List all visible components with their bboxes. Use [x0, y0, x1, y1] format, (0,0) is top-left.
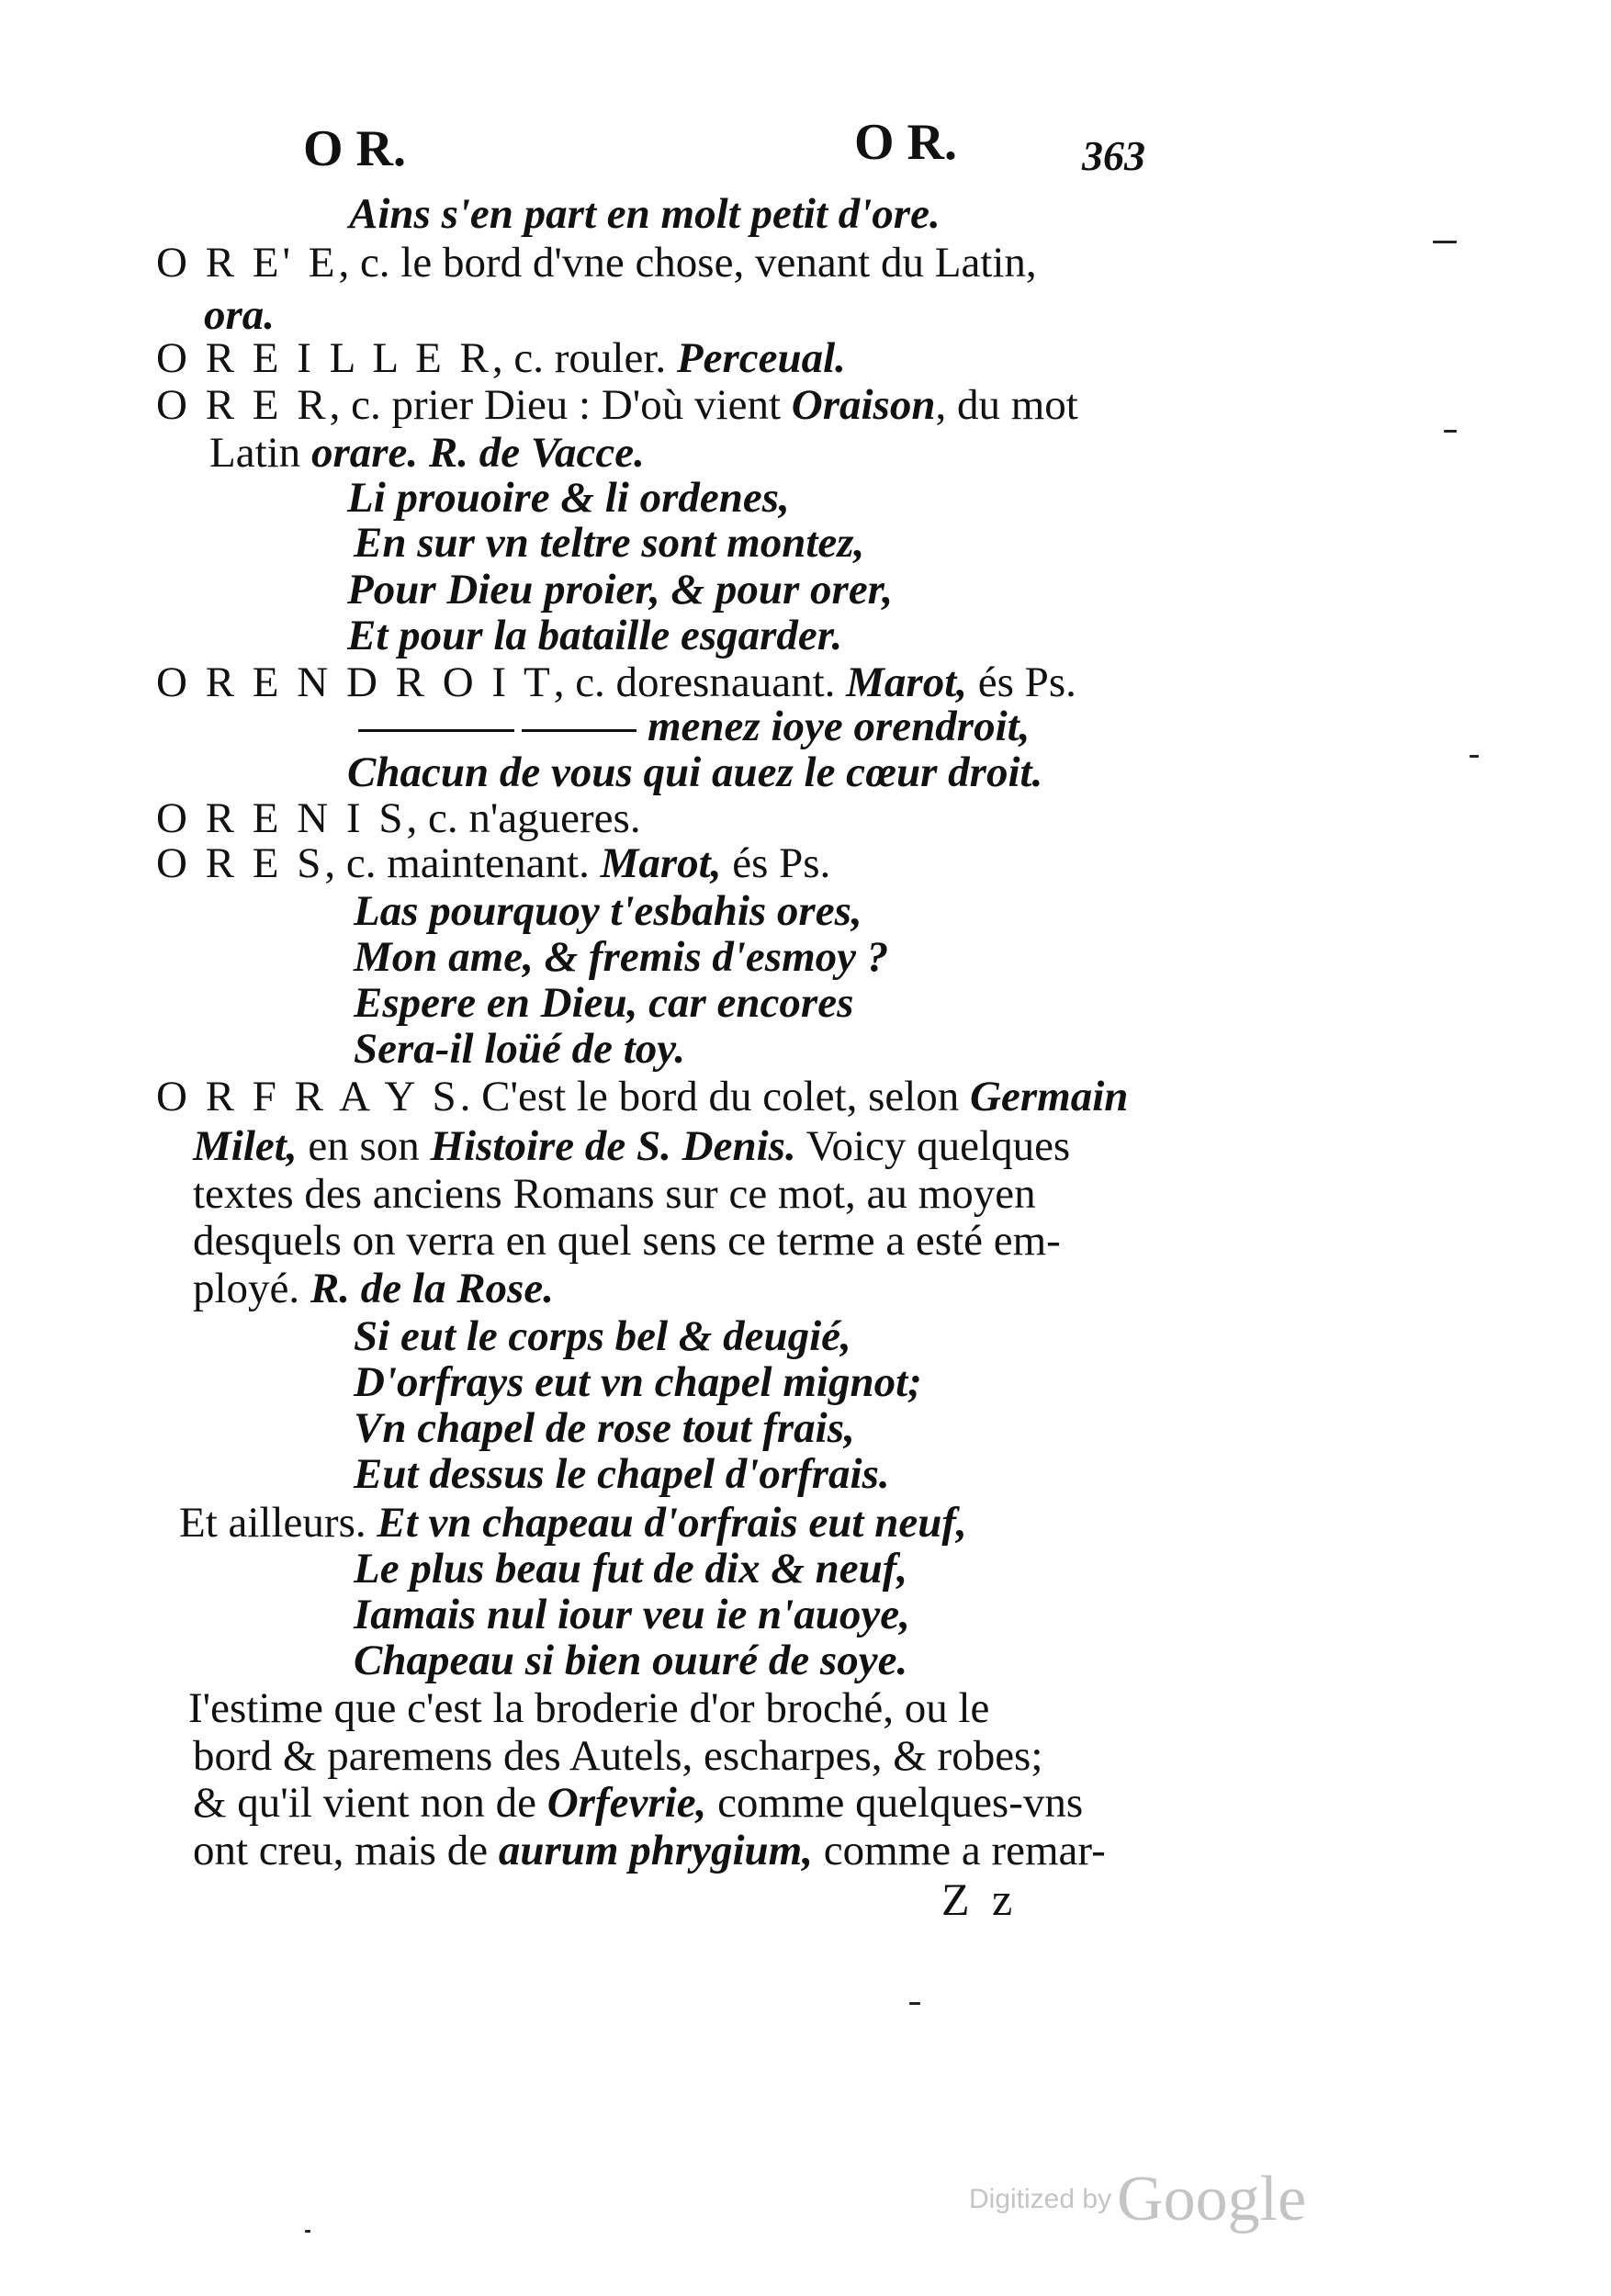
text-line: Milet, en son Histoire de S. Denis. Voicy quelques — [193, 1122, 1071, 1170]
verse-line: menez ioye orendroit, — [358, 701, 1030, 752]
verse-line: Vn chapel de rose tout frais, — [354, 1404, 855, 1452]
text-line: textes des anciens Romans sur ce mot, au moyen — [193, 1170, 1036, 1218]
signature-mark: Z z — [941, 1874, 1019, 1925]
scan-speck — [1470, 755, 1479, 758]
verse-line: Iamais nul iour veu ie n'auoye, — [354, 1591, 910, 1638]
scan-speck — [1444, 430, 1457, 433]
entry-oree: O R E' E, c. le bord d'vne chose, venant du Latin, — [156, 239, 1037, 287]
headword: O R E N I S — [156, 794, 407, 842]
text-line: ora. — [204, 291, 276, 339]
verse-line: Espere en Dieu, car encores — [354, 979, 854, 1027]
verse-line: Las pourquoy t'esbahis ores, — [354, 887, 862, 935]
verse-line: Sera-il loüé de toy. — [354, 1025, 686, 1073]
text-line: & qu'il vient non de Orfevrie, comme quelques-vns — [193, 1779, 1084, 1827]
entry-ores: O R E S, c. maintenant. Marot, és Ps. — [156, 839, 831, 887]
digitized-by-google-watermark — [969, 2163, 1306, 2236]
text-line: bord & paremens des Autels, escharpes, & robes; — [193, 1732, 1043, 1780]
verse-line: Pour Dieu proier, & pour orer, — [347, 566, 894, 613]
scan-speck — [909, 2002, 920, 2005]
verse-line: Chapeau si bien ouuré de soye. — [354, 1637, 908, 1684]
text-line: ont creu, mais de aurum phrygium, comme a remar- — [193, 1827, 1106, 1874]
text-line: Et ailleurs. Et vn chapeau d'orfrais eut neuf, — [179, 1499, 967, 1547]
verse-line: Et pour la bataille esgarder. — [347, 612, 843, 659]
scan-speck — [305, 2230, 310, 2233]
running-head-center: O R. — [854, 114, 957, 171]
text-line: Latin orare. R. de Vacce. — [209, 429, 645, 477]
headword: O R E I L L E R — [156, 334, 492, 382]
verse-line: Si eut le corps bel & deugié, — [354, 1312, 851, 1360]
verse-line: Le plus beau fut de dix & neuf, — [354, 1545, 908, 1593]
entry-orendroit: O R E N D R O I T, c. doresnauant. Marot, és Ps. — [156, 658, 1076, 706]
entry-orenis: O R E N I S, c. n'agueres. — [156, 794, 641, 842]
watermark-prefix: Digitized by — [969, 2184, 1112, 2214]
text-line: I'estime que c'est la broderie d'or broché, ou le — [188, 1684, 990, 1732]
verse-line: En sur vn teltre sont montez, — [354, 519, 865, 567]
verse-line: Li prouoire & li ordenes, — [347, 474, 790, 522]
scan-speck — [1433, 241, 1457, 243]
verse-line: D'orfrays eut vn chapel mignot; — [354, 1358, 922, 1406]
verse-line: Ains s'en part en molt petit d'ore. — [349, 190, 941, 238]
verse-line: Mon ame, & fremis d'esmoy ? — [354, 933, 889, 981]
text-line: desquels on verra en quel sens ce terme a esté em- — [193, 1217, 1061, 1265]
headword: O R E N D R O I T — [156, 658, 554, 706]
entry-orer: O R E R, c. prier Dieu : D'où vient Oraison, du mot — [156, 381, 1078, 429]
headword: O R F R A Y S — [156, 1073, 460, 1120]
entry-orfrays: O R F R A Y S. C'est le bord du colet, selon Germain — [156, 1073, 1129, 1120]
em-dash-rule — [358, 729, 514, 732]
running-head-left: O R. — [303, 120, 406, 177]
page-number: 363 — [1082, 132, 1145, 179]
entry-oreiller: O R E I L L E R, c. rouler. Perceual. — [156, 334, 846, 382]
verse-line: Chacun de vous qui auez le cœur droit. — [347, 748, 1043, 796]
em-dash-rule — [522, 729, 637, 732]
headword: O R E' E — [156, 239, 339, 287]
headword: O R E S — [156, 839, 325, 887]
google-logo: Google — [1117, 2164, 1307, 2234]
text-line: ployé. R. de la Rose. — [193, 1265, 554, 1312]
verse-line: Eut dessus le chapel d'orfrais. — [354, 1450, 890, 1498]
headword: O R E R — [156, 381, 330, 429]
